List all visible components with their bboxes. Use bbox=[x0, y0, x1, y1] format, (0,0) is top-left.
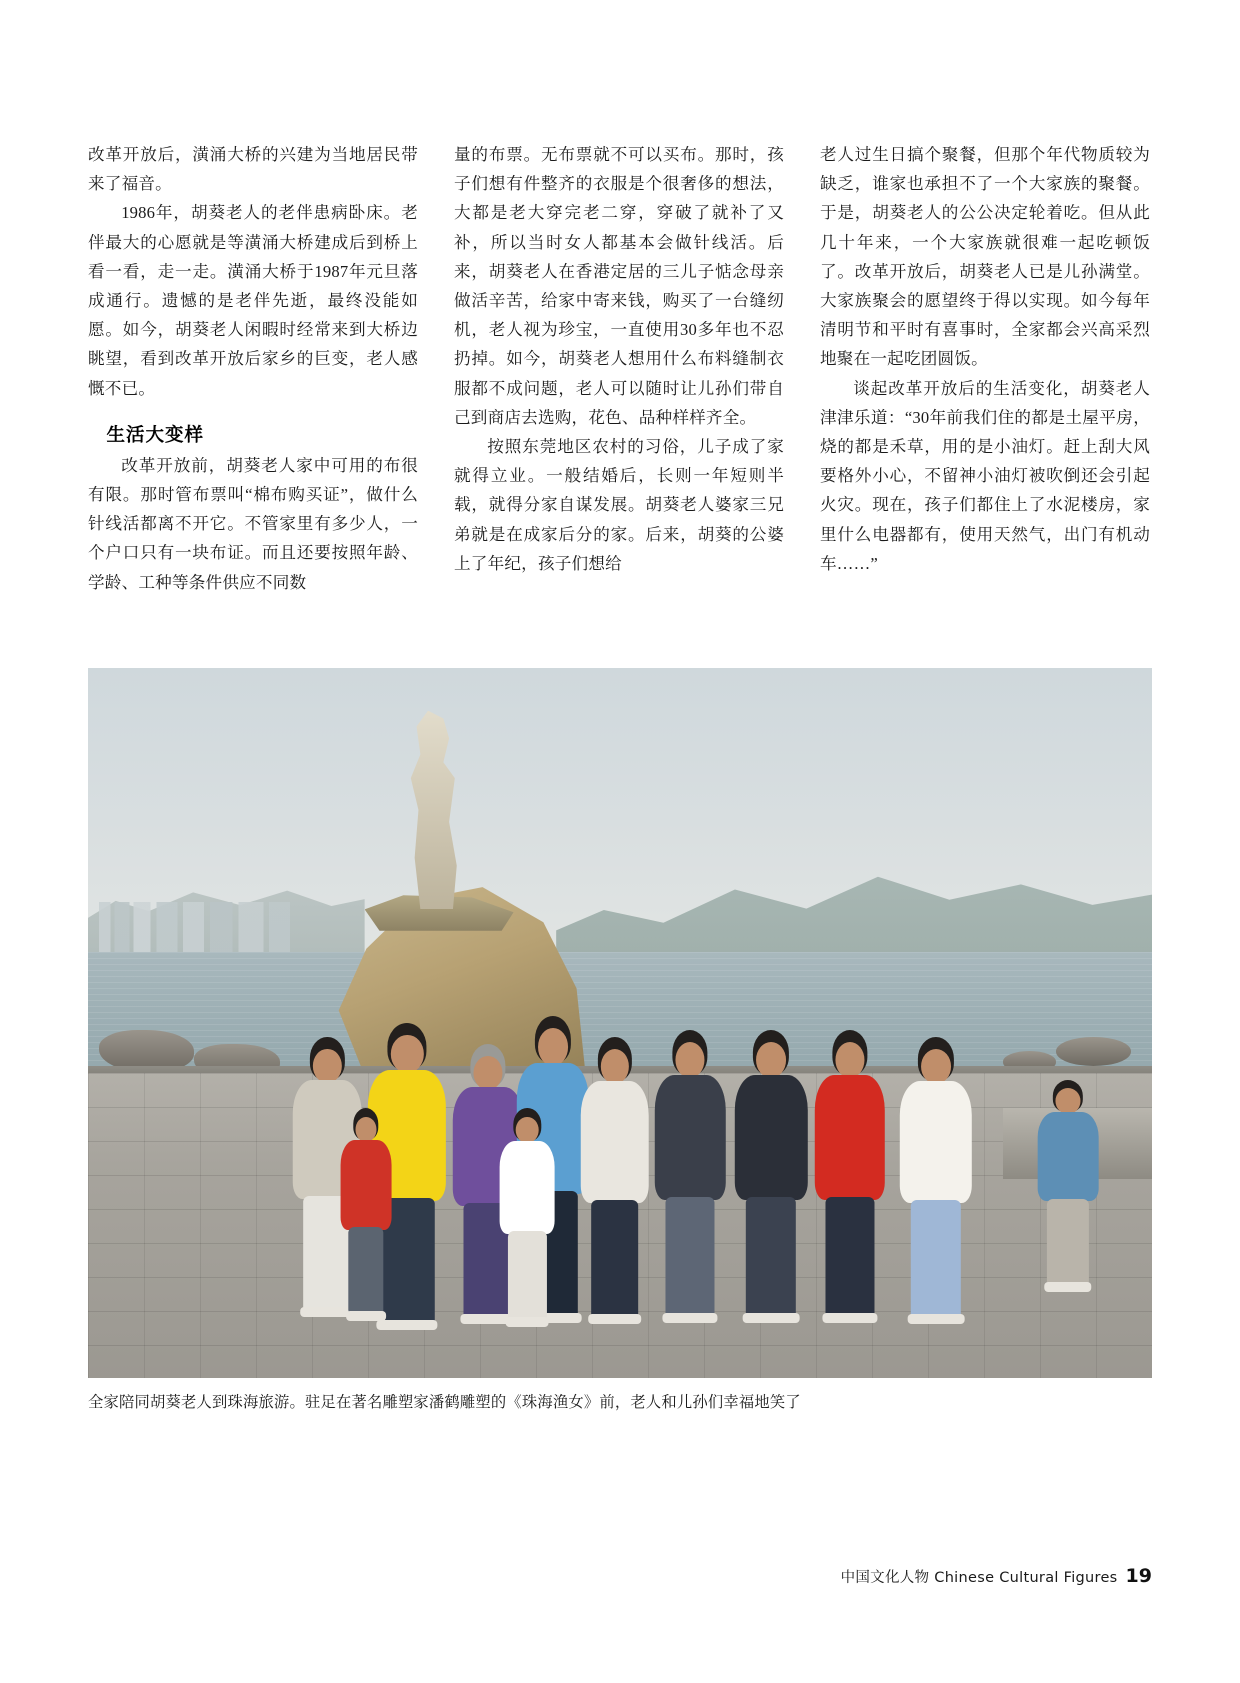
person-figure bbox=[652, 1030, 729, 1328]
person-legs bbox=[508, 1231, 546, 1319]
person-head bbox=[835, 1042, 864, 1078]
person-head bbox=[474, 1056, 503, 1090]
family-photo bbox=[88, 668, 1152, 1378]
person-head bbox=[601, 1049, 629, 1084]
paragraph: 改革开放前，胡葵老人家中可用的布很有限。那时管布票叫“棉布购买证”，做什么针线活都离不开它。不管家里有多少人，一个户口只有一块布证。而且还要按照年龄、学龄、工种等条件供应不同数 bbox=[88, 455, 418, 592]
person-legs bbox=[591, 1200, 639, 1316]
person-torso bbox=[655, 1075, 725, 1200]
person-legs bbox=[746, 1197, 796, 1316]
paragraph: 改革开放后，潢涌大桥的兴建为当地居民带来了福音。 bbox=[88, 145, 418, 194]
figure-caption: 全家陪同胡葵老人到珠海旅游。驻足在著名雕塑家潘鹤雕塑的《珠海渔女》前，老人和儿孙们幸福地笑了 bbox=[88, 1394, 801, 1411]
person-figure bbox=[897, 1037, 976, 1328]
page-number: 19 bbox=[1125, 1565, 1152, 1587]
person-head bbox=[921, 1049, 951, 1084]
person-head bbox=[516, 1117, 539, 1143]
person-shoes bbox=[506, 1317, 549, 1327]
paragraph: 按照东莞地区农村的习俗，儿子成了家就得立业。一般结婚后，长则一年短则半载，就得分家自谋发展。胡葵老人婆家三兄弟就是在成家后分的家。后来，胡葵的公婆上了年纪，孩子们想给 bbox=[454, 437, 784, 573]
text-column-2 bbox=[454, 140, 784, 597]
person-torso bbox=[580, 1081, 649, 1203]
page-footer bbox=[841, 1565, 1152, 1587]
figure bbox=[88, 668, 1152, 1414]
person-head bbox=[676, 1042, 705, 1078]
person-legs bbox=[666, 1197, 715, 1316]
person-figure bbox=[1035, 1080, 1101, 1293]
person-legs bbox=[1047, 1199, 1089, 1284]
shore-rock bbox=[1056, 1037, 1130, 1065]
person-shoes bbox=[377, 1320, 438, 1330]
person-torso bbox=[735, 1075, 807, 1200]
article-columns bbox=[88, 140, 1152, 597]
person-figure bbox=[577, 1037, 651, 1328]
person-legs bbox=[911, 1200, 961, 1316]
person-shoes bbox=[743, 1313, 800, 1323]
city-skyline bbox=[99, 902, 291, 959]
text-column-1 bbox=[88, 140, 418, 597]
section-heading: 生活大变样 bbox=[106, 424, 205, 446]
person-torso bbox=[900, 1081, 972, 1203]
person-legs bbox=[825, 1197, 874, 1316]
person-head bbox=[355, 1117, 376, 1143]
person-head bbox=[756, 1042, 786, 1078]
person-shoes bbox=[1044, 1282, 1091, 1292]
person-torso bbox=[815, 1075, 885, 1200]
text-column-3 bbox=[820, 140, 1150, 597]
person-figure bbox=[812, 1030, 889, 1328]
person-torso bbox=[500, 1141, 555, 1233]
person-legs bbox=[348, 1227, 383, 1312]
paragraph: 谈起改革开放后的生活变化，胡葵老人津津乐道：“30年前我们住的都是土屋平房，烧的都是禾草，用的是小油灯。赶上刮大风要格外小心，不留神小油灯被吹倒还会引起火灾。现在，孩子们都住上了水泥楼房，家里什么电器都有，使用天然气，出门有机动车……” bbox=[820, 378, 1150, 573]
person-head bbox=[1055, 1088, 1080, 1114]
footer-label: 中国文化人物 Chinese Cultural Figures bbox=[840, 1570, 1118, 1586]
person-shoes bbox=[346, 1311, 386, 1321]
person-figure bbox=[498, 1108, 558, 1328]
paragraph: 老人过生日搞个聚餐，但那个年代物质较为缺乏，谁家也承担不了一个大家族的聚餐。于是，胡葵老人的公公决定轮着吃。但从此几十年来，一个大家族就很难一起吃顿饭了。改革开放后，胡葵老人已是儿孙满堂。大家族聚会的愿望终于得以实现。如今每年清明节和平时有喜事时，全家都会兴高采烈地聚在一起吃团圆饭。 bbox=[820, 145, 1150, 369]
person-figure bbox=[338, 1108, 393, 1321]
person-shoes bbox=[588, 1314, 642, 1324]
person-torso bbox=[1038, 1112, 1099, 1201]
paragraph: 1986年，胡葵老人的老伴患病卧床。老伴最大的心愿就是等潢涌大桥建成后到桥上看一看，走一走。潢涌大桥于1987年元旦落成通行。遗憾的是老伴先逝，最终没能如愿。如今，胡葵老人闲暇时经常来到大桥边眺望，看到改革开放后家乡的巨变，老人感慨不已。 bbox=[88, 203, 418, 398]
person-shoes bbox=[822, 1313, 877, 1323]
person-torso bbox=[340, 1140, 391, 1229]
person-head bbox=[538, 1028, 568, 1065]
person-shoes bbox=[663, 1313, 718, 1323]
paragraph: 量的布票。无布票就不可以买布。那时，孩子们想有件整齐的衣服是个很奢侈的想法，大都是老大穿完老二穿，穿破了就补了又补，所以当时女人都基本会做针线活。后来，胡葵老人在香港定居的三儿子惦念母亲做活辛苦，给家中寄来钱，购买了一台缝纫机，老人视为珍宝，一直使用30多年也不忍扔掉。如今，胡葵老人想用什么布料缝制衣服都不成问题，老人可以随时让儿孙们带自己到商店去选购，花色、品种样样齐全。 bbox=[454, 145, 784, 427]
person-shoes bbox=[908, 1314, 965, 1324]
person-figure bbox=[732, 1030, 811, 1328]
